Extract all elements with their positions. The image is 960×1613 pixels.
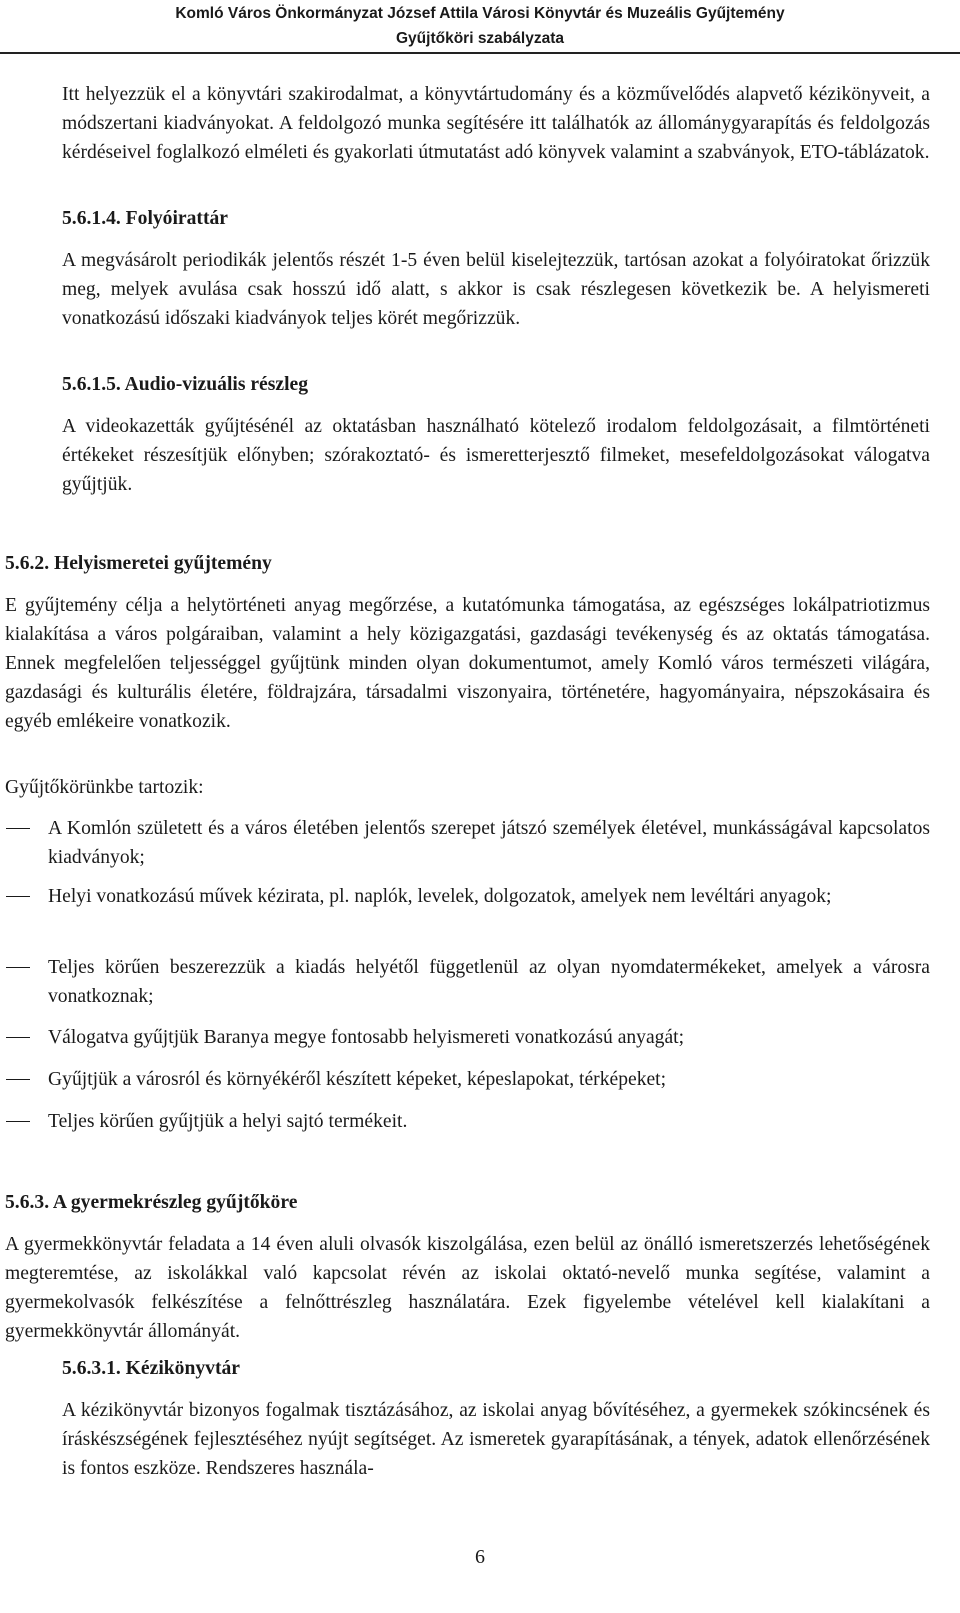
paragraph-5631: A kézikönyvtár bizonyos fogalmak tisztázásához, az iskolai anyag bővítéséhez, a gyermekek szókincsének és íráskészségének fejlesztéséhez nyújt segítséget. Az ismeretek gyarapításának, a tények, adatok ellenőrzésének is fontos eszköze. Rendszeres használa- <box>62 1400 930 1479</box>
heading-5614: 5.6.1.4. Folyóirattár <box>62 208 228 229</box>
header-document-title: Gyűjtőköri szabályzata <box>396 30 564 47</box>
dash-bullet <box>6 1037 30 1038</box>
page-number: 6 <box>475 1546 485 1568</box>
heading-563: 5.6.3. A gyermekrészleg gyűjtőköre <box>5 1192 298 1213</box>
list-item-text: Teljes körűen gyűjtjük a helyi sajtó termékeit. <box>48 1111 408 1132</box>
paragraph-562: E gyűjtemény célja a helytörténeti anyag megőrzése, a kutatómunka támogatása, az egészséges lokálpatriotizmus kialakítása a város polgáraiban, valamint a hely közigazgatási, gazdasági tevékenység és az oktatás támogatása. Ennek megfelelően teljességgel gyűjtünk minden olyan dokumentumot, amely Komló város természeti világára, gazdasági és kulturális életére, földrajzára, társadalmi viszonyaira, történetére, hagyományaira, népszokásaira és egyéb emlékeire vonatkozik. <box>5 595 930 732</box>
dash-bullet <box>6 1121 30 1122</box>
heading-5615: 5.6.1.5. Audio-vizuális részleg <box>62 374 309 395</box>
list-item-text: A Komlón született és a város életében jelentős szerepet játszó személyek életével, munkásságával kapcsolatos kiadványok; <box>48 818 930 868</box>
dash-bullet <box>6 896 30 897</box>
intro-paragraph: Itt helyezzük el a könyvtári szakirodalmat, a könyvtártudomány és a közművelődés alapvető kézikönyveit, a módszertani kiadványokat. A feldolgozó munka segítésére itt találhatók az állománygyarapítás és feldolgozás kérdéseivel foglalkozó elméleti és gyakorlati útmutatást adó könyvek valamint a szabványok, ETO-táblázatok. <box>62 84 930 163</box>
list-item-text: Gyűjtjük a városról és környékéről készített képeket, képeslapokat, térképeket; <box>48 1069 667 1090</box>
heading-5631: 5.6.3.1. Kézikönyvtár <box>62 1358 240 1379</box>
heading-562: 5.6.2. Helyismeretei gyűjtemény <box>5 553 272 574</box>
list-item-text: Helyi vonatkozású művek kézirata, pl. naplók, levelek, dolgozatok, amelyek nem levéltári anyagok; <box>48 886 832 907</box>
page-header <box>0 0 960 51</box>
dash-bullet <box>6 967 30 968</box>
paragraph-563: A gyermekkönyvtár feladata a 14 éven aluli olvasók kiszolgálása, ezen belül az önálló ismeretszerzés lehetőségének megteremtése, az iskolákkal való kapcsolat révén az iskolai oktató-nevelő munka segítése, valamint a gyermekolvasók felkészítése a felnőttrészleg használatára. Ezek figyelembe vételével kell kialakítani a gyermekkönyvtár állományát. <box>5 1234 930 1342</box>
list-intro: Gyűjtőkörünkbe tartozik: <box>5 777 204 798</box>
header-divider <box>0 52 960 54</box>
paragraph-5614: A megvásárolt periodikák jelentős részét 1-5 éven belül kiselejtezzük, tartósan azokat a folyóiratokat őrizzük meg, melyek avulása csak hosszú idő alatt, s akkor is csak részlegesen következik be. A helyismereti vonatkozású időszaki kiadványok teljes körét megőrizzük. <box>62 250 930 329</box>
header-institution-name: Komló Város Önkormányzat József Attila Városi Könyvtár és Muzeális Gyűjtemény <box>175 5 785 22</box>
paragraph-5615: A videokazetták gyűjtésénél az oktatásban használható kötelező irodalom feldolgozásait, a filmtörténeti értékeket részesítjük előnyben; szórakoztató- és ismeretterjesztő filmeket, mesefeldolgozásokat válogatva gyűjtjük. <box>62 416 930 495</box>
list-item-text: Válogatva gyűjtjük Baranya megye fontosabb helyismereti vonatkozású anyagát; <box>48 1027 685 1048</box>
dash-bullet <box>6 828 30 829</box>
dash-bullet <box>6 1079 30 1080</box>
list-item-text: Teljes körűen beszerezzük a kiadás helyétől függetlenül az olyan nyomdatermékeket, amelyek a városra vonatkoznak; <box>48 957 930 1007</box>
